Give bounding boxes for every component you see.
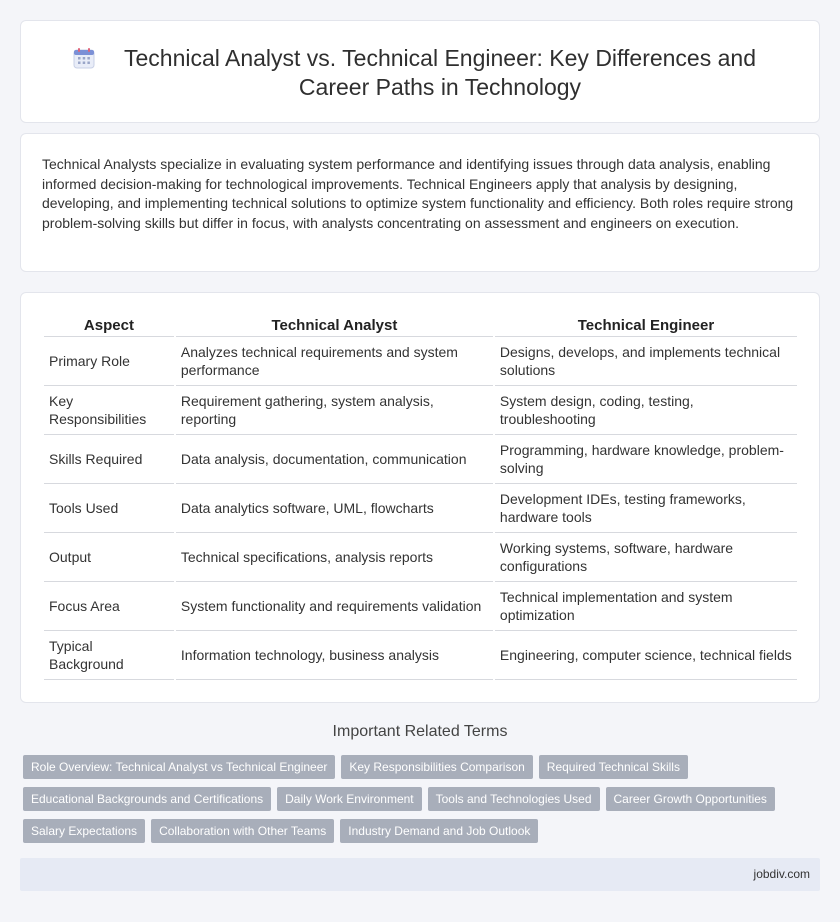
row-analyst: System functionality and requirements validation <box>176 582 493 631</box>
tag-link[interactable]: Role Overview: Technical Analyst vs Technical Engineer <box>23 755 335 779</box>
row-aspect: Skills Required <box>44 435 174 484</box>
tag-link[interactable]: Educational Backgrounds and Certifications <box>23 787 271 811</box>
footer <box>20 858 820 891</box>
header-aspect: Aspect <box>44 315 174 337</box>
comparison-card <box>20 292 820 703</box>
row-engineer: Designs, develops, and implements technical solutions <box>495 337 797 386</box>
related-terms-tags <box>23 755 813 851</box>
intro-card <box>20 133 820 272</box>
table-row <box>44 386 797 435</box>
footer-site-link[interactable]: jobdiv.com <box>753 867 810 881</box>
title-card <box>20 20 820 123</box>
tag-row <box>23 755 813 779</box>
page-title: Technical Analyst vs. Technical Engineer: Key Differences and Career Paths in Technology <box>123 45 756 100</box>
header-technical-engineer: Technical Engineer <box>495 315 797 337</box>
row-aspect: Tools Used <box>44 484 174 533</box>
tag-link[interactable]: Required Technical Skills <box>539 755 688 779</box>
row-analyst: Technical specifications, analysis reports <box>176 533 493 582</box>
row-engineer: System design, coding, testing, troubleshooting <box>495 386 797 435</box>
tag-link[interactable]: Daily Work Environment <box>277 787 421 811</box>
tag-link[interactable]: Career Growth Opportunities <box>606 787 775 811</box>
row-engineer: Development IDEs, testing frameworks, hardware tools <box>495 484 797 533</box>
related-terms-heading: Important Related Terms <box>332 723 508 740</box>
tag-link[interactable]: Key Responsibilities Comparison <box>341 755 532 779</box>
row-analyst: Information technology, business analysis <box>176 631 493 680</box>
row-engineer: Engineering, computer science, technical fields <box>495 631 797 680</box>
table-row <box>44 631 797 680</box>
row-engineer: Technical implementation and system optimization <box>495 582 797 631</box>
row-aspect: Output <box>44 533 174 582</box>
row-analyst: Data analytics software, UML, flowcharts <box>176 484 493 533</box>
table-row <box>44 337 797 386</box>
tag-link[interactable]: Collaboration with Other Teams <box>151 819 334 843</box>
header-technical-analyst: Technical Analyst <box>176 315 493 337</box>
row-engineer: Programming, hardware knowledge, problem-solving <box>495 435 797 484</box>
table-row <box>44 484 797 533</box>
row-aspect: Focus Area <box>44 582 174 631</box>
row-analyst: Data analysis, documentation, communication <box>176 435 493 484</box>
tag-link[interactable]: Tools and Technologies Used <box>428 787 600 811</box>
comparison-table <box>42 315 799 680</box>
tag-link[interactable]: Salary Expectations <box>23 819 145 843</box>
tag-link[interactable]: Industry Demand and Job Outlook <box>340 819 538 843</box>
row-analyst: Requirement gathering, system analysis, reporting <box>176 386 493 435</box>
table-row <box>44 533 797 582</box>
intro-paragraph: Technical Analysts specialize in evaluating system performance and identifying issues through data analysis, enabling informed decision-making for technological improvements. Technical Engineers apply that analysis by designing, developing, and implementing technical solutions to optimize system functionality and efficiency. Both roles require strong problem-solving skills but differ in focus, with analysts concentrating on assessment and engineers on execution. <box>42 156 794 231</box>
tag-row <box>23 787 813 811</box>
table-row <box>44 435 797 484</box>
row-aspect: Typical Background <box>44 631 174 680</box>
row-analyst: Analyzes technical requirements and system performance <box>176 337 493 386</box>
row-aspect: Primary Role <box>44 337 174 386</box>
row-engineer: Working systems, software, hardware configurations <box>495 533 797 582</box>
tag-row <box>23 819 813 843</box>
table-header-row <box>44 315 797 337</box>
table-row <box>44 582 797 631</box>
row-aspect: Key Responsibilities <box>44 386 174 435</box>
